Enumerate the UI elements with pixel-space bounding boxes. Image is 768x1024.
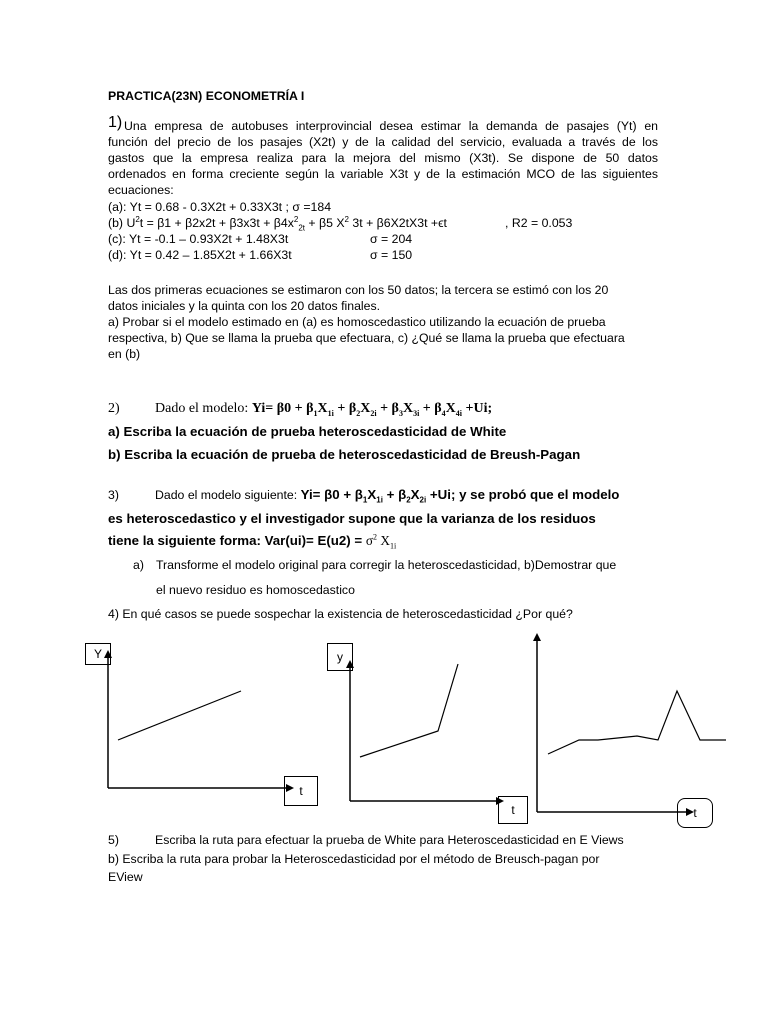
q2-number: 2) [108, 401, 120, 416]
q5-number: 5) [108, 833, 119, 847]
equation-c-sigma: σ = 204 [370, 232, 413, 246]
q1-paragraph-line: función del precio de los pasajes (X2t) y de la calidad del servicio, evaluada a través de los [108, 135, 658, 149]
q1-note-line: a) Probar si el modelo estimado en (a) es homoscedastico utilizando la ecuación de prueba [108, 315, 606, 329]
q3-number: 3) [108, 488, 119, 502]
graph-3-series [548, 691, 726, 754]
equation-d: (d): Yt = 0.42 – 1.85X2t + 1.66X3t [108, 248, 292, 262]
q3-variance-line: tiene la siguiente forma: $Var(ui)= E(u2) = \sigma^2$ $X_{1i}$ [108, 532, 397, 551]
q4-text: 4) En qué casos se puede sospechar la existencia de heteroscedasticidad ¿Por qué? [108, 607, 573, 621]
graph-1-x-label: t [284, 776, 318, 806]
page-title: PRACTICA(23N) ECONOMETRÍA I [108, 89, 305, 103]
graph-1-y-label: Y [85, 643, 111, 665]
graph-1 [108, 654, 290, 788]
graph-3 [537, 637, 726, 812]
q2-item-b: b) Escriba la ecuación de prueba de heteroscedasticidad de Breush-Pagan [108, 447, 581, 462]
q1-paragraph-line: gastos que la empresa realiza para la mejora del mismo (X3t). Se dispone de 50 datos [108, 151, 658, 165]
graph-3-x-label: t [677, 798, 713, 828]
q5-item-b-line: b) Escriba la ruta para probar la Heteroscedasticidad por el método de Breusch-pagan por [108, 852, 600, 866]
equation-b-r2: , R2 = 0.053 [505, 216, 573, 230]
equation-a: (a): Yt = 0.68 - 0.3X2t + 0.33X3t ; σ =184 [108, 200, 332, 214]
equation-d-sigma: σ = 150 [370, 248, 413, 262]
q3-line: es heteroscedastico y el investigador supone que la varianza de los residuos [108, 511, 596, 526]
q3-item-line: Transforme el modelo original para corregir la heteroscedasticidad, b)Demostrar que [156, 558, 617, 572]
q1-paragraph-line: ordenados en forma creciente según la variable X3t y de la estimación MCO de las siguientes [108, 167, 658, 181]
q1-note-line: Las dos primeras ecuaciones se estimaron con los 50 datos; la tercera se estimó con los 20 [108, 283, 609, 297]
q2-item-a: a) Escriba la ecuación de prueba heteroscedasticidad de White [108, 424, 507, 439]
q3-item-label: a) [133, 558, 144, 572]
graph-1-trend-line [118, 691, 241, 740]
equation-b: (b) $U^2t = \beta 1 + \beta 2x2t + \beta 3x3t + \beta 4x^2_{2t} + \beta 5$ $X^2$ 3t + β6X2tX3t +ϵt [108, 214, 447, 233]
graph-2 [350, 664, 500, 801]
q1-note-line: datos iniciales y la quinta con los 20 datos finales. [108, 299, 381, 313]
q1-note-line: en (b) [108, 347, 141, 361]
q3-model-line: Dado el modelo siguiente: $Yi= \beta 0 + \beta_1X_{1i} + \beta_2X_{2i} +Ui$; y se probó que el modelo [155, 487, 620, 505]
q5-item-b-line: EView [108, 870, 143, 884]
q1-paragraph-line: ecuaciones: [108, 183, 174, 197]
q1-note-line: respectiva, b) Que se llama la prueba que efectuara, c) ¿Qué se llama la prueba que efectuara [108, 331, 625, 345]
graph-2-curve [360, 664, 458, 757]
q1-number: 1) [108, 114, 123, 131]
q1-paragraph-line: Una empresa de autobuses interprovincial desea estimar la demanda de pasajes (Yt) en [124, 119, 658, 133]
equation-c: (c): Yt = -0.1 – 0.93X2t + 1.48X3t [108, 232, 289, 246]
graph-2-x-label: t [498, 796, 528, 824]
q5-text: Escriba la ruta para efectuar la prueba de White para Heteroscedasticidad en E Views [155, 833, 624, 847]
q2-model-line: Dado el modelo: $Yi= \beta 0 + \beta_1X_{1i} + \beta_2X_{2i} + \beta_3X_{3i} + \beta_4X_{4i} +Ui$; [155, 401, 493, 418]
graph-2-y-label: y [327, 643, 353, 671]
q3-item-line: el nuevo residuo es homoscedastico [156, 583, 355, 597]
